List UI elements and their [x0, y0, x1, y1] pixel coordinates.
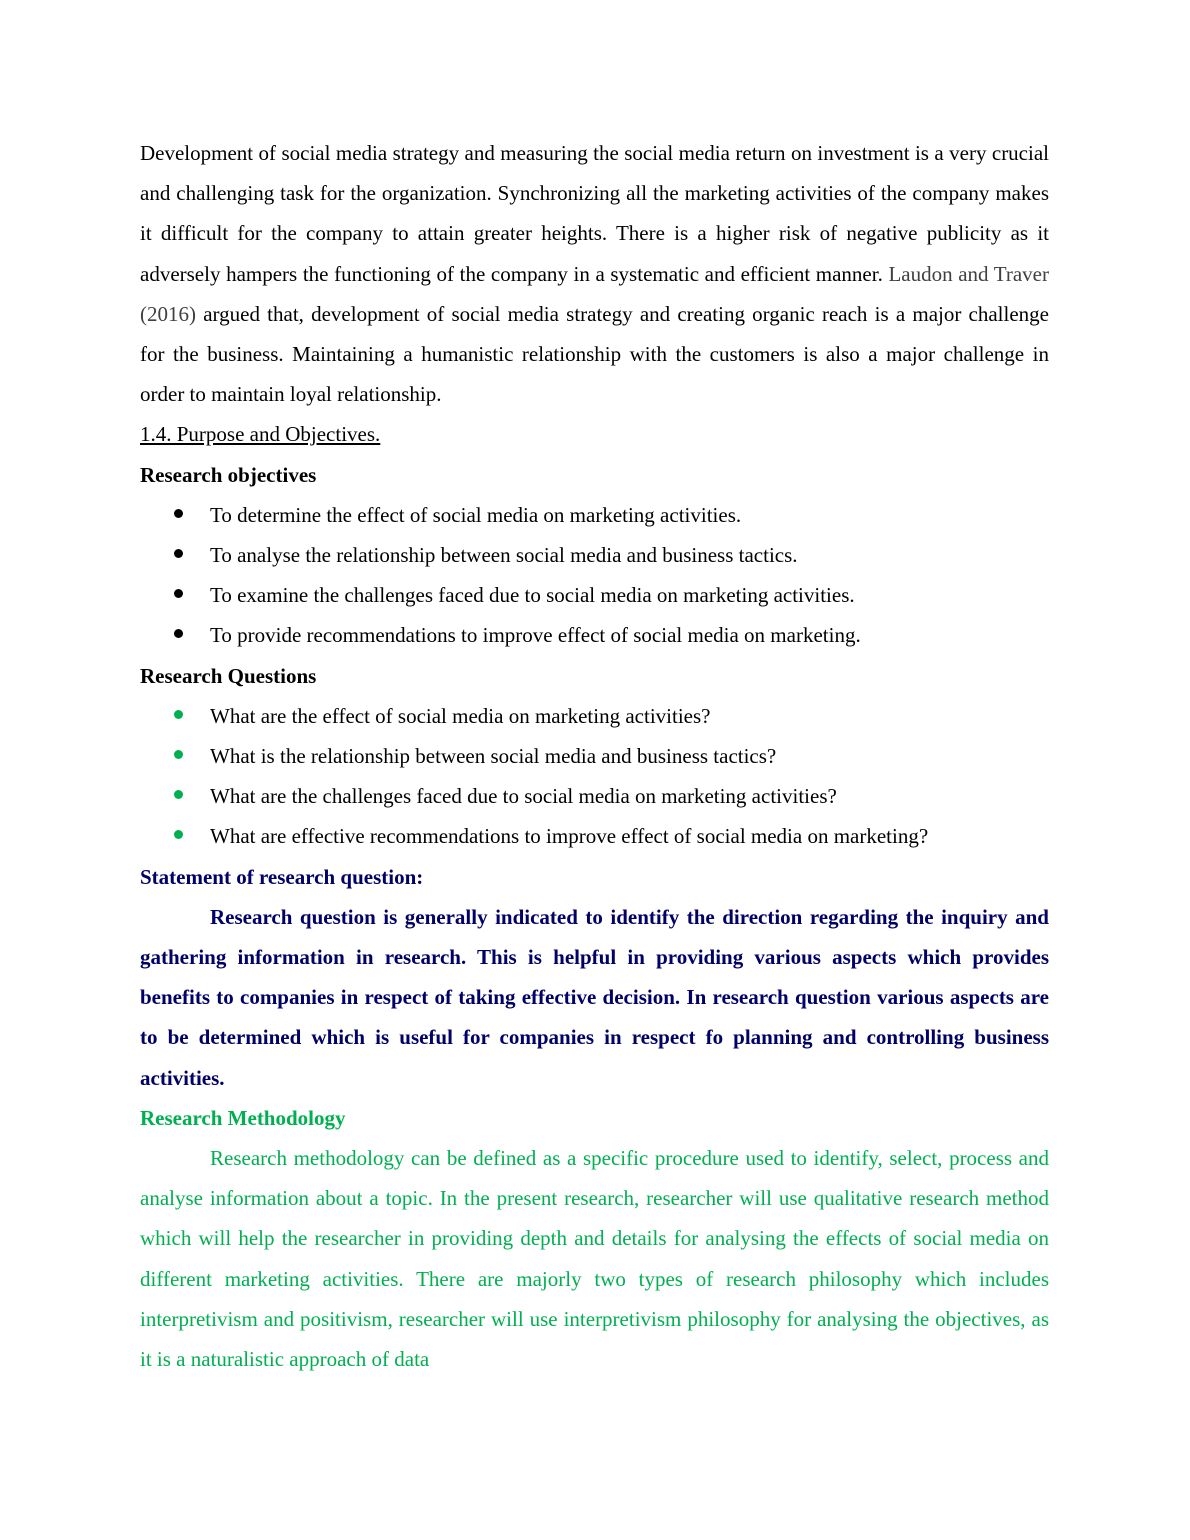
statement-heading: Statement of research question: — [140, 864, 424, 889]
document-page — [140, 133, 1049, 1378]
list-item — [140, 495, 1049, 535]
methodology-heading: Research Methodology — [140, 1105, 346, 1130]
bullet-icon — [174, 750, 183, 759]
bullet-icon — [174, 830, 183, 839]
methodology-clip — [140, 1138, 1049, 1378]
objectives-heading: Research objectives — [140, 462, 317, 487]
intro-text-after: argued that, development of social media strategy and creating organic reach is a major challenge for the business. Maintaining a humanistic relationship with the customers is also a major challenge in order to maintain loyal relationship. — [140, 301, 1049, 407]
list-item — [140, 575, 1049, 615]
list-item-text: What is the relationship between social media and business tactics? — [210, 744, 777, 769]
list-item-text: What are effective recommendations to improve effect of social media on marketing? — [210, 824, 929, 849]
bullet-icon — [174, 790, 183, 799]
bullet-icon — [174, 509, 183, 518]
list-item — [140, 615, 1049, 655]
list-item — [140, 816, 1049, 856]
statement-paragraph: Research question is generally indicated to identify the direction regarding the inquiry and gathering information in research. This is helpful in providing various aspects which provides benefits to companies in respect of taking effective decision. In research question various aspects are to be determined which is useful for companies in respect fo planning and controlling business activities. — [140, 904, 1049, 1090]
list-item-text: To provide recommendations to improve effect of social media on marketing. — [210, 623, 861, 648]
list-item — [140, 696, 1049, 736]
bullet-icon — [174, 589, 183, 598]
list-item-text: To analyse the relationship between social media and business tactics. — [210, 543, 798, 568]
bullet-icon — [174, 549, 183, 558]
section-heading: 1.4. Purpose and Objectives. — [140, 422, 381, 447]
list-item — [140, 736, 1049, 776]
intro-text-before: Development of social media strategy and measuring the social media return on investment is a very crucial and challenging task for the organization. Synchronizing all the marketing activities of the company makes it difficult for the company to attain greater heights. There is a higher risk of negative publicity as it adversely hampers the functioning of the company in a systematic and efficient manner. — [140, 141, 1049, 286]
list-item-text: To determine the effect of social media on marketing activities. — [210, 502, 742, 527]
bullet-icon — [174, 710, 183, 719]
questions-list — [140, 696, 1049, 857]
objectives-list — [140, 495, 1049, 656]
citation: Laudon and Traver (2016) — [140, 261, 1049, 326]
list-item — [140, 535, 1049, 575]
list-item-text: What are the effect of social media on marketing activities? — [210, 703, 711, 728]
list-item-text: To examine the challenges faced due to social media on marketing activities. — [210, 583, 855, 608]
list-item — [140, 776, 1049, 816]
intro-paragraph — [140, 133, 1049, 414]
list-item-text: What are the challenges faced due to social media on marketing activities? — [210, 784, 837, 809]
questions-heading: Research Questions — [140, 663, 317, 688]
methodology-paragraph: Research methodology can be defined as a specific procedure used to identify, select, process and analyse information about a topic. In the present research, researcher will use qualitative research method which will help the researcher in providing depth and details for analysing the effects of social media on different marketing activities. There are majorly two types of research philosophy which includes interpretivism and positivism, researcher will use interpretivism philosophy for analysing the objectives, as it is a naturalistic approach of data — [140, 1146, 1049, 1372]
bullet-icon — [174, 629, 183, 638]
